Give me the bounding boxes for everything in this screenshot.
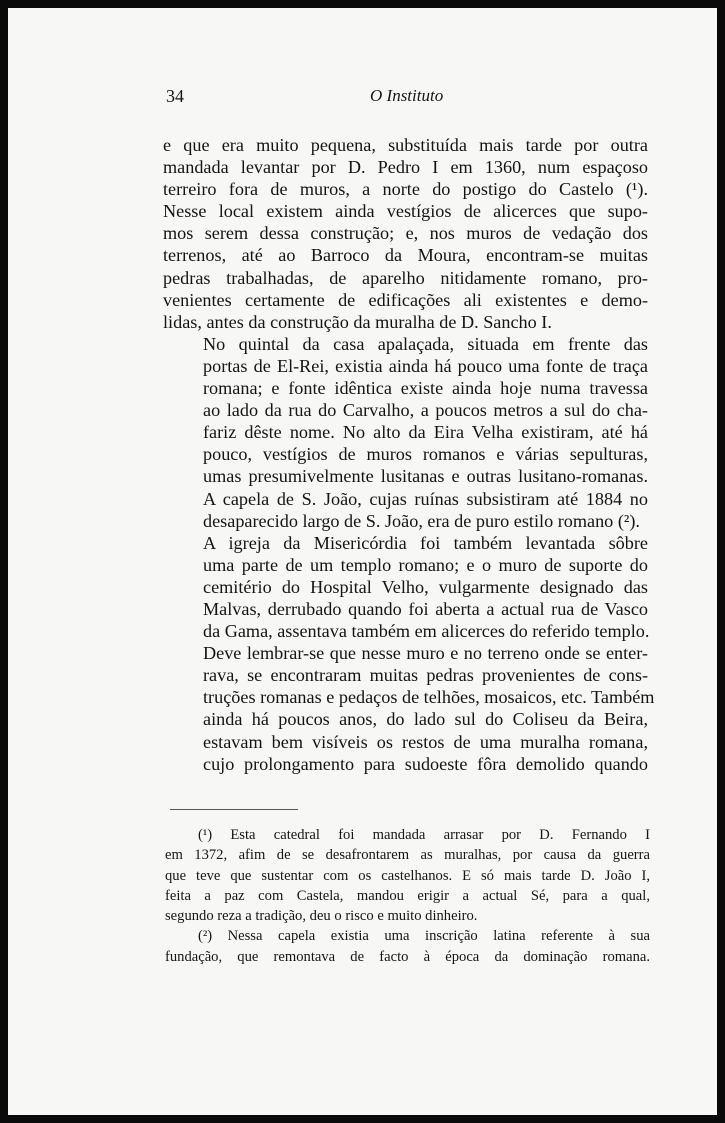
footnote-line: segundo reza a tradição, deu o risco e muito dinheiro.: [165, 908, 478, 925]
footnote-line: (²) Nessa capela existia uma inscrição latina referente à sua: [198, 928, 650, 945]
footnote-line: em 1372, afim de se desafrontarem as muralhas, por causa da guerra: [165, 847, 650, 864]
text-line: lidas, antes da construção da muralha de D. Sancho I.: [163, 311, 552, 332]
text-line: pedras trabalhadas, de aparelho nitidamente romano, pro-: [163, 267, 648, 288]
text-line: truções romanas e pedaços de telhões, mosaicos, etc. Também: [203, 687, 655, 708]
text-line: A capela de S. João, cujas ruínas subsistiram até 1884 no: [203, 488, 648, 509]
text-line: e que era muito pequena, substituída mais tarde por outra: [163, 135, 648, 155]
text-line: uma parte de um templo romano; e o muro de suporte do: [203, 554, 648, 575]
text-line: pouco, vestígios de muros romanos e várias sepulturas,: [203, 444, 648, 465]
text-line: da Gama, assentava também em alicerces do referido templo.: [203, 621, 650, 642]
footnote-line: feita a paz com Castela, mandou erigir a actual Sé, para a qual,: [165, 887, 650, 904]
footnote-1: [165, 825, 650, 926]
text-line: umas presumivelmente lusitanas e outras lusitano-romanas.: [203, 466, 648, 487]
footnote-line: que teve que sustentar com os castelhanos. E só mais tarde D. João I,: [165, 867, 650, 884]
text-line: ao lado da rua do Carvalho, a poucos metros a sul do cha-: [203, 400, 648, 421]
page-number: 34: [166, 86, 184, 106]
paragraph-2: [163, 333, 648, 532]
text-line: cujo prolongamento para sudoeste fôra demolido quando: [203, 753, 648, 774]
text-line: mandada levantar por D. Pedro I em 1360, num espaçoso: [163, 157, 648, 178]
text-line: romana; e fonte idêntica existe ainda hoje numa travessa: [203, 378, 648, 399]
text-line: rava, se encontraram muitas pedras provenientes de cons-: [203, 665, 648, 686]
text-line: portas de El-Rei, existia ainda há pouco uma fonte de traça: [203, 355, 648, 376]
paragraph-1: [163, 134, 648, 333]
text-line: desaparecido largo de S. João, era de puro estilo romano (²).: [203, 510, 640, 531]
text-line: terreiro fora de muros, a norte do postigo do Castelo (¹).: [163, 179, 648, 200]
footnotes: [165, 825, 650, 967]
text-line: ainda há poucos anos, do lado sul do Coliseu da Beira,: [203, 709, 648, 730]
text-line: Nesse local existem ainda vestígios de alicerces que supo-: [163, 201, 648, 222]
page-header: [166, 86, 650, 114]
text-line: Malvas, derrubado quando foi aberta a actual rua de Vasco: [203, 598, 648, 619]
footnote-line: (¹) Esta catedral foi mandada arrasar por D. Fernando I: [198, 827, 650, 843]
book-page: [8, 8, 717, 1115]
text-line: cemitério do Hospital Velho, vulgarmente designado das: [203, 576, 648, 597]
running-title: O Instituto: [370, 86, 444, 105]
footnote-separator: [170, 809, 298, 810]
footnote-2: [165, 926, 650, 967]
text-line: Deve lembrar-se que nesse muro e no terreno onde se enter-: [203, 643, 648, 664]
text-line: A igreja da Misericórdia foi também levantada sôbre: [203, 532, 648, 553]
paragraph-3: [163, 532, 655, 775]
text-line: terrenos, até ao Barroco da Moura, encontram-se muitas: [163, 245, 648, 266]
text-line: mos serem dessa construção; e, nos muros de vedação dos: [163, 223, 648, 244]
text-line: fariz dêste nome. No alto da Eira Velha existiram, até há: [203, 422, 648, 443]
text-line: estavam bem visíveis os restos de uma muralha romana,: [203, 731, 648, 752]
body-text: [163, 134, 655, 775]
text-line: venientes certamente de edificações ali existentes e demo-: [163, 289, 648, 310]
text-line: No quintal da casa apalaçada, situada em frente das: [203, 333, 648, 354]
footnote-line: fundação, que remontava de facto à época da dominação romana.: [165, 948, 650, 965]
